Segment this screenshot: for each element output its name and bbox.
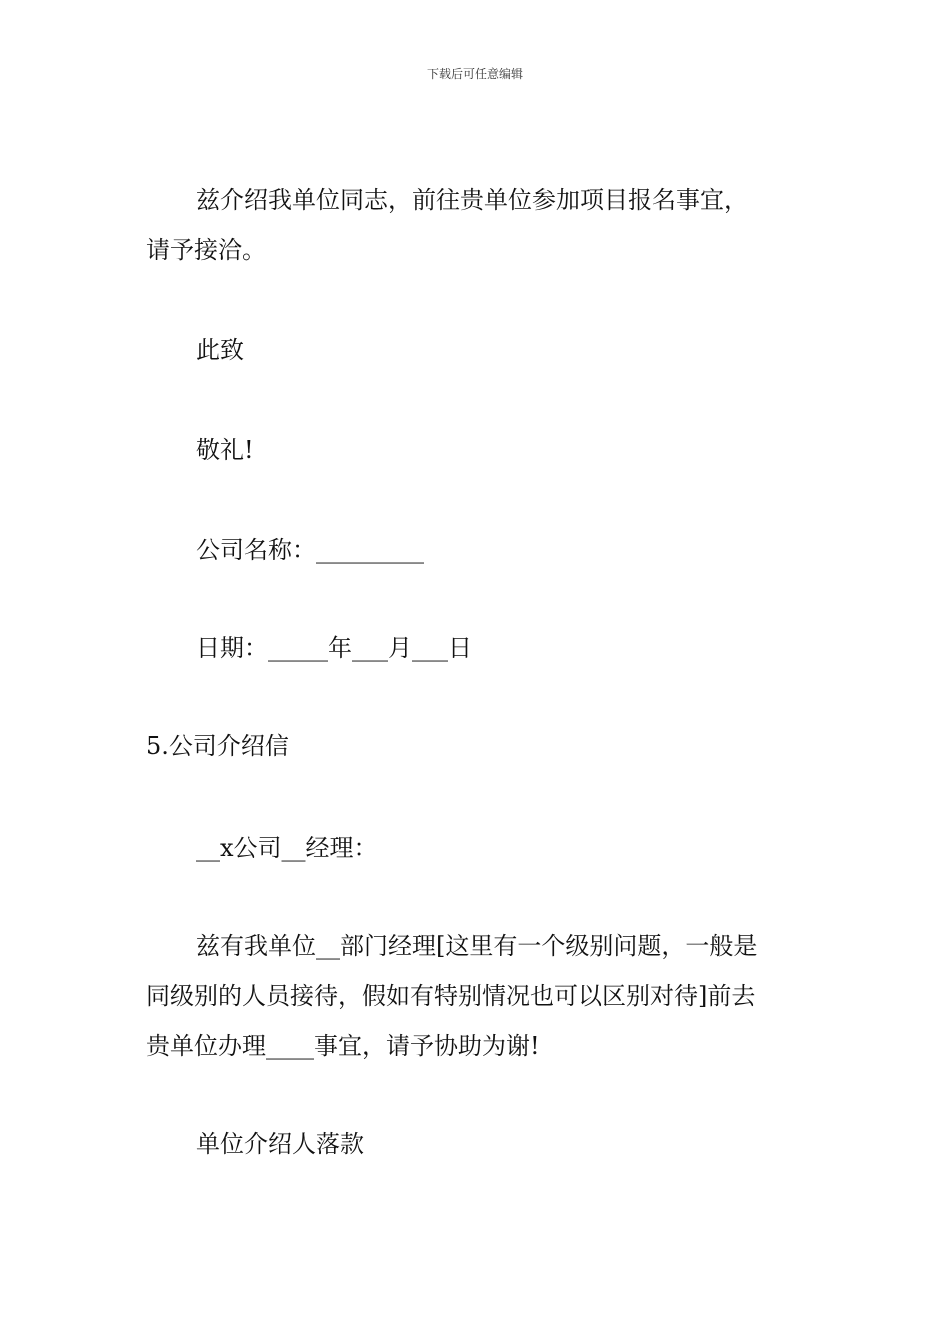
letter-body-line-3: 贵单位办理____事宜，请予协助为谢! xyxy=(146,1032,540,1060)
intro-paragraph-line-1: 兹介绍我单位同志，前往贵单位参加项目报名事宜， xyxy=(196,186,748,214)
letter-salutation: __x公司__经理： xyxy=(196,834,378,862)
letter-body-line-1: 兹有我单位__部门经理[这里有一个级别问题，一般是 xyxy=(196,932,758,960)
closing-greeting-1: 此致 xyxy=(196,336,244,364)
letter-signature: 单位介绍人落款 xyxy=(196,1130,364,1158)
letter-body-line-2: 同级别的人员接待，假如有特别情况也可以区别对待]前去 xyxy=(146,982,756,1010)
date-field: 日期：_____年___月___日 xyxy=(196,634,472,662)
closing-greeting-2: 敬礼! xyxy=(196,436,254,464)
intro-paragraph-line-2: 请予接洽。 xyxy=(146,236,266,264)
company-name-field: 公司名称：_________ xyxy=(196,536,424,564)
section-title: 5.公司介绍信 xyxy=(146,732,289,760)
page-header: 下载后可任意编辑 xyxy=(426,67,523,81)
